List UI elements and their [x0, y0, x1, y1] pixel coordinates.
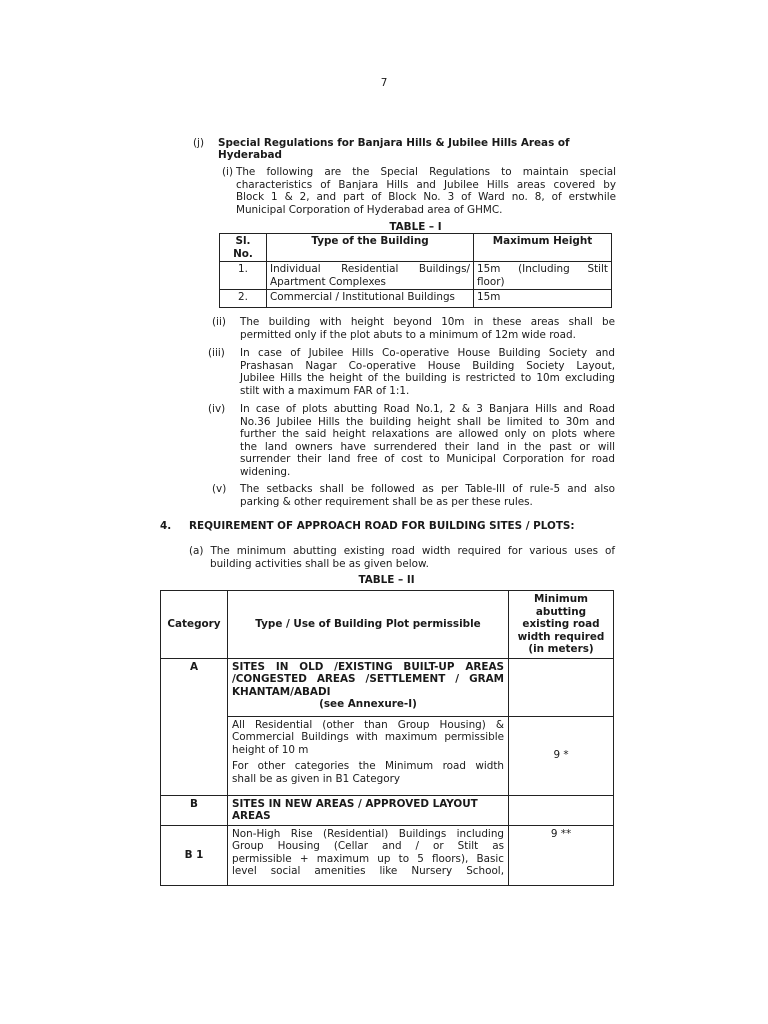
table2-rowA-text	[228, 716, 509, 795]
table-row	[220, 262, 612, 290]
item-iv-marker: (iv)	[208, 403, 226, 415]
table2-rowB-heading-line: AREAS	[232, 810, 271, 822]
table2-rowB1-text-line: Non-High Rise (Residential) Buildings including	[232, 827, 504, 840]
table2-rowA-width-empty	[509, 658, 614, 716]
item-iii-marker: (iii)	[208, 347, 225, 359]
table2-rowB1-category: B 1	[161, 825, 228, 885]
item-ii-text	[240, 316, 615, 341]
table1-row1-height-line1: 15m (Including Stilt	[477, 263, 608, 275]
table2-header-category: Category	[161, 591, 228, 659]
table2-header-width-line: (in meters)	[528, 643, 594, 655]
table1-header-slno	[220, 234, 267, 262]
table2-rowB1-width: 9 **	[509, 825, 614, 885]
table2-rowA-heading	[228, 658, 509, 716]
table2-rowB-heading-line: SITES IN NEW AREAS / APPROVED LAYOUT	[232, 797, 478, 810]
table1-header-type: Type of the Building	[267, 234, 474, 262]
section4-para-a-line1: (a) The minimum abutting existing road width required for various uses of	[189, 545, 615, 557]
table1-row2-no: 2.	[220, 290, 267, 308]
table2-header-width-line: Minimum	[534, 593, 588, 605]
table-row	[161, 795, 614, 825]
table2-header-width	[509, 591, 614, 659]
table2-rowA-text-line: height of 10 m	[232, 743, 309, 756]
table1	[219, 233, 612, 308]
table2-rowA-text-line: For other categories the Minimum road width	[232, 760, 504, 772]
table-row	[220, 290, 612, 308]
item-iv-line: In case of plots abutting Road No.1, 2 & 3 Banjara Hills and Road	[240, 403, 615, 415]
table1-row1-height	[474, 262, 612, 290]
section4-para-a-line2: building activities shall be as given below.	[210, 557, 429, 570]
item-i-line: Block 1 & 2, and part of Block No. 3 of Ward no. 8, of erstwhile	[236, 191, 616, 203]
item-iv-text	[240, 403, 615, 478]
table1-row2-type: Commercial / Institutional Buildings	[267, 290, 474, 308]
table2-header-row	[161, 591, 614, 659]
table1-row1-type-line1: Individual Residential Buildings/	[270, 263, 470, 275]
item-iv-line: No.36 Jubilee Hills the building height shall be limited to 30m and	[240, 415, 615, 428]
item-ii-line: permitted only if the plot abuts to a minimum of 12m wide road.	[240, 328, 576, 341]
table2-header-width-line: width required	[517, 630, 605, 643]
table2-header-width-line: abutting	[535, 605, 587, 618]
table2-rowB-heading	[228, 795, 509, 825]
item-iv-line: further the said height relaxations are allowed only on plots where	[240, 428, 615, 440]
table2-rowA-text-line: Commercial Buildings with maximum permissible	[232, 731, 504, 743]
item-iii-text	[240, 347, 615, 397]
item-iv-line: widening.	[240, 465, 291, 478]
table2-rowA-text-line: shall be as given in B1 Category	[232, 772, 401, 785]
table2-rowA-heading-line: /CONGESTED AREAS /SETTLEMENT / GRAM	[232, 673, 504, 685]
item-i-line: Municipal Corporation of Hyderabad area of GHMC.	[236, 203, 503, 216]
table2-rowA-text-line: All Residential (other than Group Housing) &	[232, 718, 504, 731]
table2-rowA-category: A	[161, 658, 228, 795]
item-ii-line: The building with height beyond 10m in these areas shall be	[240, 316, 615, 328]
item-iii-line: Jubilee Hills the height of the building is restricted to 10m excluding	[240, 372, 615, 384]
table-row	[161, 825, 614, 885]
table1-header-height: Maximum Height	[474, 234, 612, 262]
table2	[160, 590, 614, 886]
table2-rowB1-text-line: Group Housing (Cellar and / or Stilt as	[232, 840, 504, 852]
table2-header-width-line: existing road	[522, 618, 600, 630]
table1-header-slno-text: Sl. No.	[233, 235, 253, 260]
item-iii-line: stilt with a maximum FAR of 1:1.	[240, 384, 410, 397]
table2-rowA-heading-line: KHANTAM/ABADI	[232, 685, 331, 698]
section4-number: 4.	[160, 520, 172, 532]
section4-title: REQUIREMENT OF APPROACH ROAD FOR BUILDING SITES / PLOTS:	[189, 520, 575, 532]
table2-rowB1-text-line: permissible + maximum up to 5 floors), Basic	[232, 852, 504, 865]
table2-rowB1-text	[228, 825, 509, 885]
item-v-line: parking & other requirement shall be as per these rules.	[240, 495, 533, 508]
item-ii-marker: (ii)	[212, 316, 226, 328]
item-iv-line: surrender their land free of cost to Municipal Corporation for road	[240, 453, 615, 465]
table2-header-type: Type / Use of Building Plot permissible	[228, 591, 509, 659]
page-number: 7	[380, 77, 388, 89]
table2-rowA-annex: (see Annexure-I)	[319, 698, 417, 710]
item-i-line: characteristics of Banjara Hills and Jubilee Hills areas covered by	[236, 178, 616, 191]
table1-row1-type-line2: Apartment Complexes	[270, 275, 386, 288]
item-iv-line: the land owners have surrendered their land in the past or will	[240, 440, 615, 453]
table2-rowB-category: B	[161, 795, 228, 825]
table2-caption: TABLE – II	[358, 574, 415, 586]
section-j-title-line1: Special Regulations for Banjara Hills & Jubilee Hills Areas of	[218, 137, 570, 149]
table-row	[161, 658, 614, 716]
item-iii-line: Prashasan Nagar Co-operative House Building Society Layout,	[240, 359, 615, 372]
table-row	[161, 716, 614, 795]
table2-rowB1-text-line: level social amenities like Nursery School,	[232, 865, 504, 877]
item-v-marker: (v)	[212, 483, 227, 495]
table2-rowB-width-empty	[509, 795, 614, 825]
section-j-title-line2: Hyderabad	[218, 149, 282, 161]
table2-rowA-width: 9 *	[509, 716, 614, 795]
table1-row1-type	[267, 262, 474, 290]
item-i-marker: (i)	[222, 166, 233, 178]
table1-row2-height: 15m	[474, 290, 612, 308]
section-j-marker: (j)	[193, 137, 204, 149]
table2-rowA-heading-line: SITES IN OLD /EXISTING BUILT-UP AREAS	[232, 660, 504, 673]
section4-para-a	[189, 545, 615, 570]
item-i-line: The following are the Special Regulations to maintain special	[236, 166, 616, 178]
item-v-text	[240, 483, 615, 508]
table1-caption: TABLE – I	[389, 221, 442, 233]
item-v-line: The setbacks shall be followed as per Table-III of rule-5 and also	[240, 483, 615, 495]
item-iii-line: In case of Jubilee Hills Co-operative House Building Society and	[240, 347, 615, 359]
table1-row1-no: 1.	[220, 262, 267, 290]
table1-row1-height-line2: floor)	[477, 275, 505, 288]
item-i-text	[236, 166, 616, 216]
table1-header-row	[220, 234, 612, 262]
